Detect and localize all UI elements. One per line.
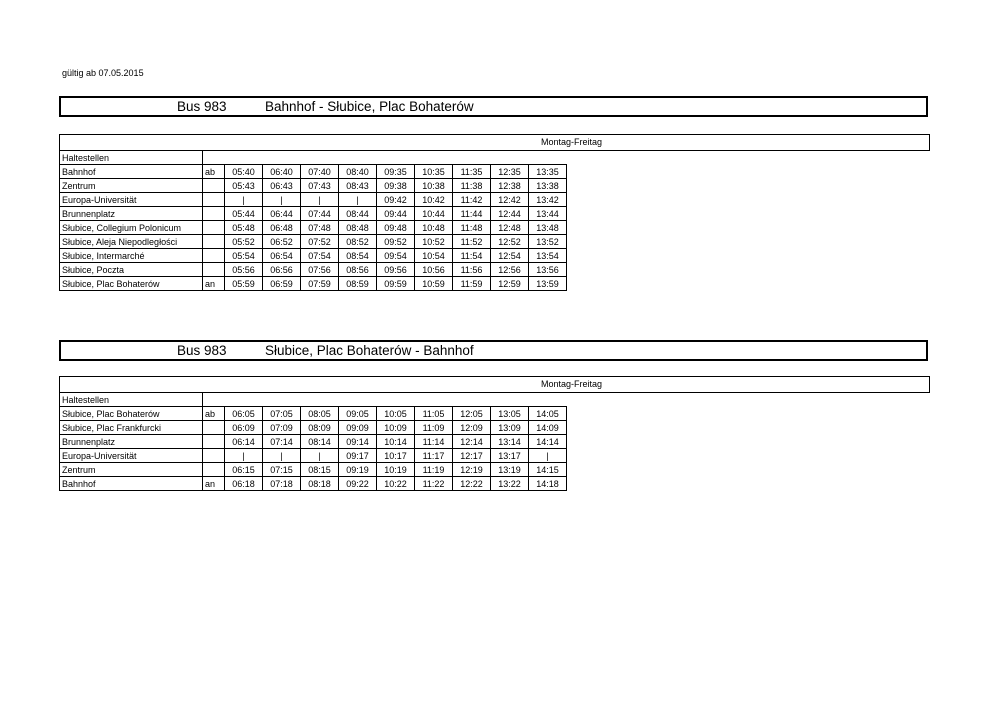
valid-from-text: gültig ab 07.05.2015 [62, 68, 144, 78]
time-cell: 11:05 [415, 407, 453, 421]
stop-name: Bahnhof [60, 477, 203, 491]
route-title-bar-1 [59, 96, 928, 117]
time-cell: 09:05 [339, 407, 377, 421]
stop-name: Słubice, Intermarché [60, 249, 203, 263]
departure-arrival-marker [203, 249, 225, 263]
time-cell: 10:05 [377, 407, 415, 421]
time-cell: 08:05 [301, 407, 339, 421]
time-cell: 14:18 [529, 477, 567, 491]
time-cell: 08:44 [339, 207, 377, 221]
time-cell: 09:19 [339, 463, 377, 477]
time-cell: 12:22 [453, 477, 491, 491]
time-cell: | [301, 193, 339, 207]
header-spacer [203, 393, 567, 407]
time-cell: 13:05 [491, 407, 529, 421]
time-cell: 10:52 [415, 235, 453, 249]
departure-arrival-marker: ab [203, 165, 225, 179]
time-cell: 13:52 [529, 235, 567, 249]
time-cell: 14:09 [529, 421, 567, 435]
time-cell: 10:59 [415, 277, 453, 291]
service-days-bar-1 [59, 134, 930, 151]
time-cell: 09:42 [377, 193, 415, 207]
table-row [60, 421, 567, 435]
time-cell: 11:17 [415, 449, 453, 463]
time-cell: 06:15 [225, 463, 263, 477]
time-cell: 05:48 [225, 221, 263, 235]
time-cell: 11:56 [453, 263, 491, 277]
time-cell: 05:44 [225, 207, 263, 221]
time-cell: | [225, 449, 263, 463]
time-cell: 13:17 [491, 449, 529, 463]
time-cell: 11:22 [415, 477, 453, 491]
time-cell: 09:44 [377, 207, 415, 221]
time-cell: 14:14 [529, 435, 567, 449]
time-cell: 07:48 [301, 221, 339, 235]
time-cell: 10:14 [377, 435, 415, 449]
time-cell: 10:35 [415, 165, 453, 179]
stop-name: Zentrum [60, 179, 203, 193]
time-cell: 10:54 [415, 249, 453, 263]
stop-name: Europa-Universität [60, 449, 203, 463]
time-cell: 08:56 [339, 263, 377, 277]
stop-name: Słubice, Aleja Niepodległości [60, 235, 203, 249]
stop-name: Brunnenplatz [60, 207, 203, 221]
time-cell: | [339, 193, 377, 207]
time-cell: 06:54 [263, 249, 301, 263]
time-cell: 08:09 [301, 421, 339, 435]
table-row [60, 277, 567, 291]
time-cell: 08:15 [301, 463, 339, 477]
time-cell: 07:59 [301, 277, 339, 291]
header-spacer [203, 151, 567, 165]
time-cell: 12:44 [491, 207, 529, 221]
timetable-1 [59, 150, 567, 291]
departure-arrival-marker [203, 435, 225, 449]
time-cell: 08:43 [339, 179, 377, 193]
stop-name: Słubice, Plac Frankfurcki [60, 421, 203, 435]
departure-arrival-marker: an [203, 477, 225, 491]
stop-name: Słubice, Plac Bohaterów [60, 277, 203, 291]
stop-name: Bahnhof [60, 165, 203, 179]
time-cell: 13:14 [491, 435, 529, 449]
time-cell: 08:54 [339, 249, 377, 263]
time-cell: 12:42 [491, 193, 529, 207]
time-cell: 13:54 [529, 249, 567, 263]
table-row [60, 221, 567, 235]
time-cell: 08:18 [301, 477, 339, 491]
departure-arrival-marker: ab [203, 407, 225, 421]
time-cell: 07:43 [301, 179, 339, 193]
time-cell: 07:05 [263, 407, 301, 421]
time-cell: 12:54 [491, 249, 529, 263]
time-cell: 10:48 [415, 221, 453, 235]
time-cell: 12:19 [453, 463, 491, 477]
stop-name: Europa-Universität [60, 193, 203, 207]
time-cell: 06:18 [225, 477, 263, 491]
time-cell: 09:59 [377, 277, 415, 291]
header-row [60, 393, 567, 407]
time-cell: 07:14 [263, 435, 301, 449]
time-cell: 12:48 [491, 221, 529, 235]
departure-arrival-marker [203, 193, 225, 207]
time-cell: 12:52 [491, 235, 529, 249]
departure-arrival-marker [203, 421, 225, 435]
time-cell: 09:54 [377, 249, 415, 263]
time-cell: 12:05 [453, 407, 491, 421]
time-cell: 09:17 [339, 449, 377, 463]
time-cell: 07:44 [301, 207, 339, 221]
time-cell: 08:40 [339, 165, 377, 179]
time-cell: 07:15 [263, 463, 301, 477]
time-cell: 13:44 [529, 207, 567, 221]
time-cell: 06:56 [263, 263, 301, 277]
time-cell: 06:09 [225, 421, 263, 435]
table-row [60, 449, 567, 463]
timetable-2 [59, 392, 567, 491]
route-title-bar-2 [59, 340, 928, 361]
departure-arrival-marker [203, 235, 225, 249]
table-row [60, 435, 567, 449]
time-cell: 13:35 [529, 165, 567, 179]
time-cell: 11:42 [453, 193, 491, 207]
stop-name: Słubice, Collegium Polonicum [60, 221, 203, 235]
time-cell: 14:05 [529, 407, 567, 421]
time-cell: 09:48 [377, 221, 415, 235]
departure-arrival-marker [203, 179, 225, 193]
time-cell: | [263, 193, 301, 207]
table-row [60, 407, 567, 421]
stop-name: Słubice, Plac Bohaterów [60, 407, 203, 421]
time-cell: 12:17 [453, 449, 491, 463]
time-cell: 10:38 [415, 179, 453, 193]
time-cell: 07:52 [301, 235, 339, 249]
time-cell: 08:48 [339, 221, 377, 235]
time-cell: 13:42 [529, 193, 567, 207]
time-cell: 10:42 [415, 193, 453, 207]
table-row [60, 249, 567, 263]
time-cell: 11:35 [453, 165, 491, 179]
bus-number: Bus 983 [177, 343, 227, 358]
time-cell: 05:43 [225, 179, 263, 193]
time-cell: 13:48 [529, 221, 567, 235]
time-cell: 13:19 [491, 463, 529, 477]
time-cell: 10:22 [377, 477, 415, 491]
time-cell: 09:35 [377, 165, 415, 179]
time-cell: 09:38 [377, 179, 415, 193]
time-cell: 11:19 [415, 463, 453, 477]
time-cell: 07:40 [301, 165, 339, 179]
time-cell: 12:09 [453, 421, 491, 435]
time-cell: 07:18 [263, 477, 301, 491]
table-row [60, 179, 567, 193]
time-cell: 08:59 [339, 277, 377, 291]
time-cell: 06:48 [263, 221, 301, 235]
table-row [60, 165, 567, 179]
time-cell: 12:59 [491, 277, 529, 291]
bus-number: Bus 983 [177, 99, 227, 114]
time-cell: 13:56 [529, 263, 567, 277]
time-cell: 09:14 [339, 435, 377, 449]
time-cell: 11:14 [415, 435, 453, 449]
time-cell: 06:40 [263, 165, 301, 179]
time-cell: 07:09 [263, 421, 301, 435]
departure-arrival-marker [203, 449, 225, 463]
time-cell: 11:09 [415, 421, 453, 435]
time-cell: 07:54 [301, 249, 339, 263]
header-row [60, 151, 567, 165]
table-row [60, 477, 567, 491]
time-cell: 10:09 [377, 421, 415, 435]
time-cell: 08:52 [339, 235, 377, 249]
time-cell: | [263, 449, 301, 463]
time-cell: 05:56 [225, 263, 263, 277]
time-cell: 12:14 [453, 435, 491, 449]
table-row [60, 207, 567, 221]
time-cell: 06:59 [263, 277, 301, 291]
time-cell: 05:54 [225, 249, 263, 263]
time-cell: 13:59 [529, 277, 567, 291]
time-cell: 13:38 [529, 179, 567, 193]
time-cell: 06:44 [263, 207, 301, 221]
departure-arrival-marker: an [203, 277, 225, 291]
departure-arrival-marker [203, 463, 225, 477]
time-cell: 12:38 [491, 179, 529, 193]
service-days-label: Montag-Freitag [541, 379, 603, 389]
stop-name: Brunnenplatz [60, 435, 203, 449]
time-cell: 05:52 [225, 235, 263, 249]
time-cell: | [225, 193, 263, 207]
time-cell: 11:48 [453, 221, 491, 235]
time-cell: 11:38 [453, 179, 491, 193]
time-cell: 11:52 [453, 235, 491, 249]
time-cell: 13:22 [491, 477, 529, 491]
service-days-label: Montag-Freitag [541, 137, 603, 147]
time-cell: 10:44 [415, 207, 453, 221]
time-cell: | [301, 449, 339, 463]
time-cell: 09:56 [377, 263, 415, 277]
time-cell: 06:43 [263, 179, 301, 193]
departure-arrival-marker [203, 207, 225, 221]
stop-name: Słubice, Poczta [60, 263, 203, 277]
table-row [60, 193, 567, 207]
time-cell: 07:56 [301, 263, 339, 277]
time-cell: 05:40 [225, 165, 263, 179]
time-cell: 06:14 [225, 435, 263, 449]
route-name: Bahnhof - Słubice, Plac Bohaterów [265, 99, 474, 114]
service-days-bar-2 [59, 376, 930, 393]
time-cell: | [529, 449, 567, 463]
table-row [60, 263, 567, 277]
time-cell: 05:59 [225, 277, 263, 291]
time-cell: 12:35 [491, 165, 529, 179]
stops-header: Haltestellen [60, 393, 203, 407]
time-cell: 11:44 [453, 207, 491, 221]
route-name: Słubice, Plac Bohaterów - Bahnhof [265, 343, 474, 358]
time-cell: 12:56 [491, 263, 529, 277]
stop-name: Zentrum [60, 463, 203, 477]
table-row [60, 235, 567, 249]
time-cell: 09:09 [339, 421, 377, 435]
time-cell: 10:17 [377, 449, 415, 463]
time-cell: 09:22 [339, 477, 377, 491]
time-cell: 10:56 [415, 263, 453, 277]
time-cell: 06:05 [225, 407, 263, 421]
time-cell: 11:59 [453, 277, 491, 291]
time-cell: 10:19 [377, 463, 415, 477]
time-cell: 11:54 [453, 249, 491, 263]
departure-arrival-marker [203, 221, 225, 235]
time-cell: 14:15 [529, 463, 567, 477]
departure-arrival-marker [203, 263, 225, 277]
time-cell: 08:14 [301, 435, 339, 449]
time-cell: 06:52 [263, 235, 301, 249]
time-cell: 09:52 [377, 235, 415, 249]
time-cell: 13:09 [491, 421, 529, 435]
stops-header: Haltestellen [60, 151, 203, 165]
table-row [60, 463, 567, 477]
